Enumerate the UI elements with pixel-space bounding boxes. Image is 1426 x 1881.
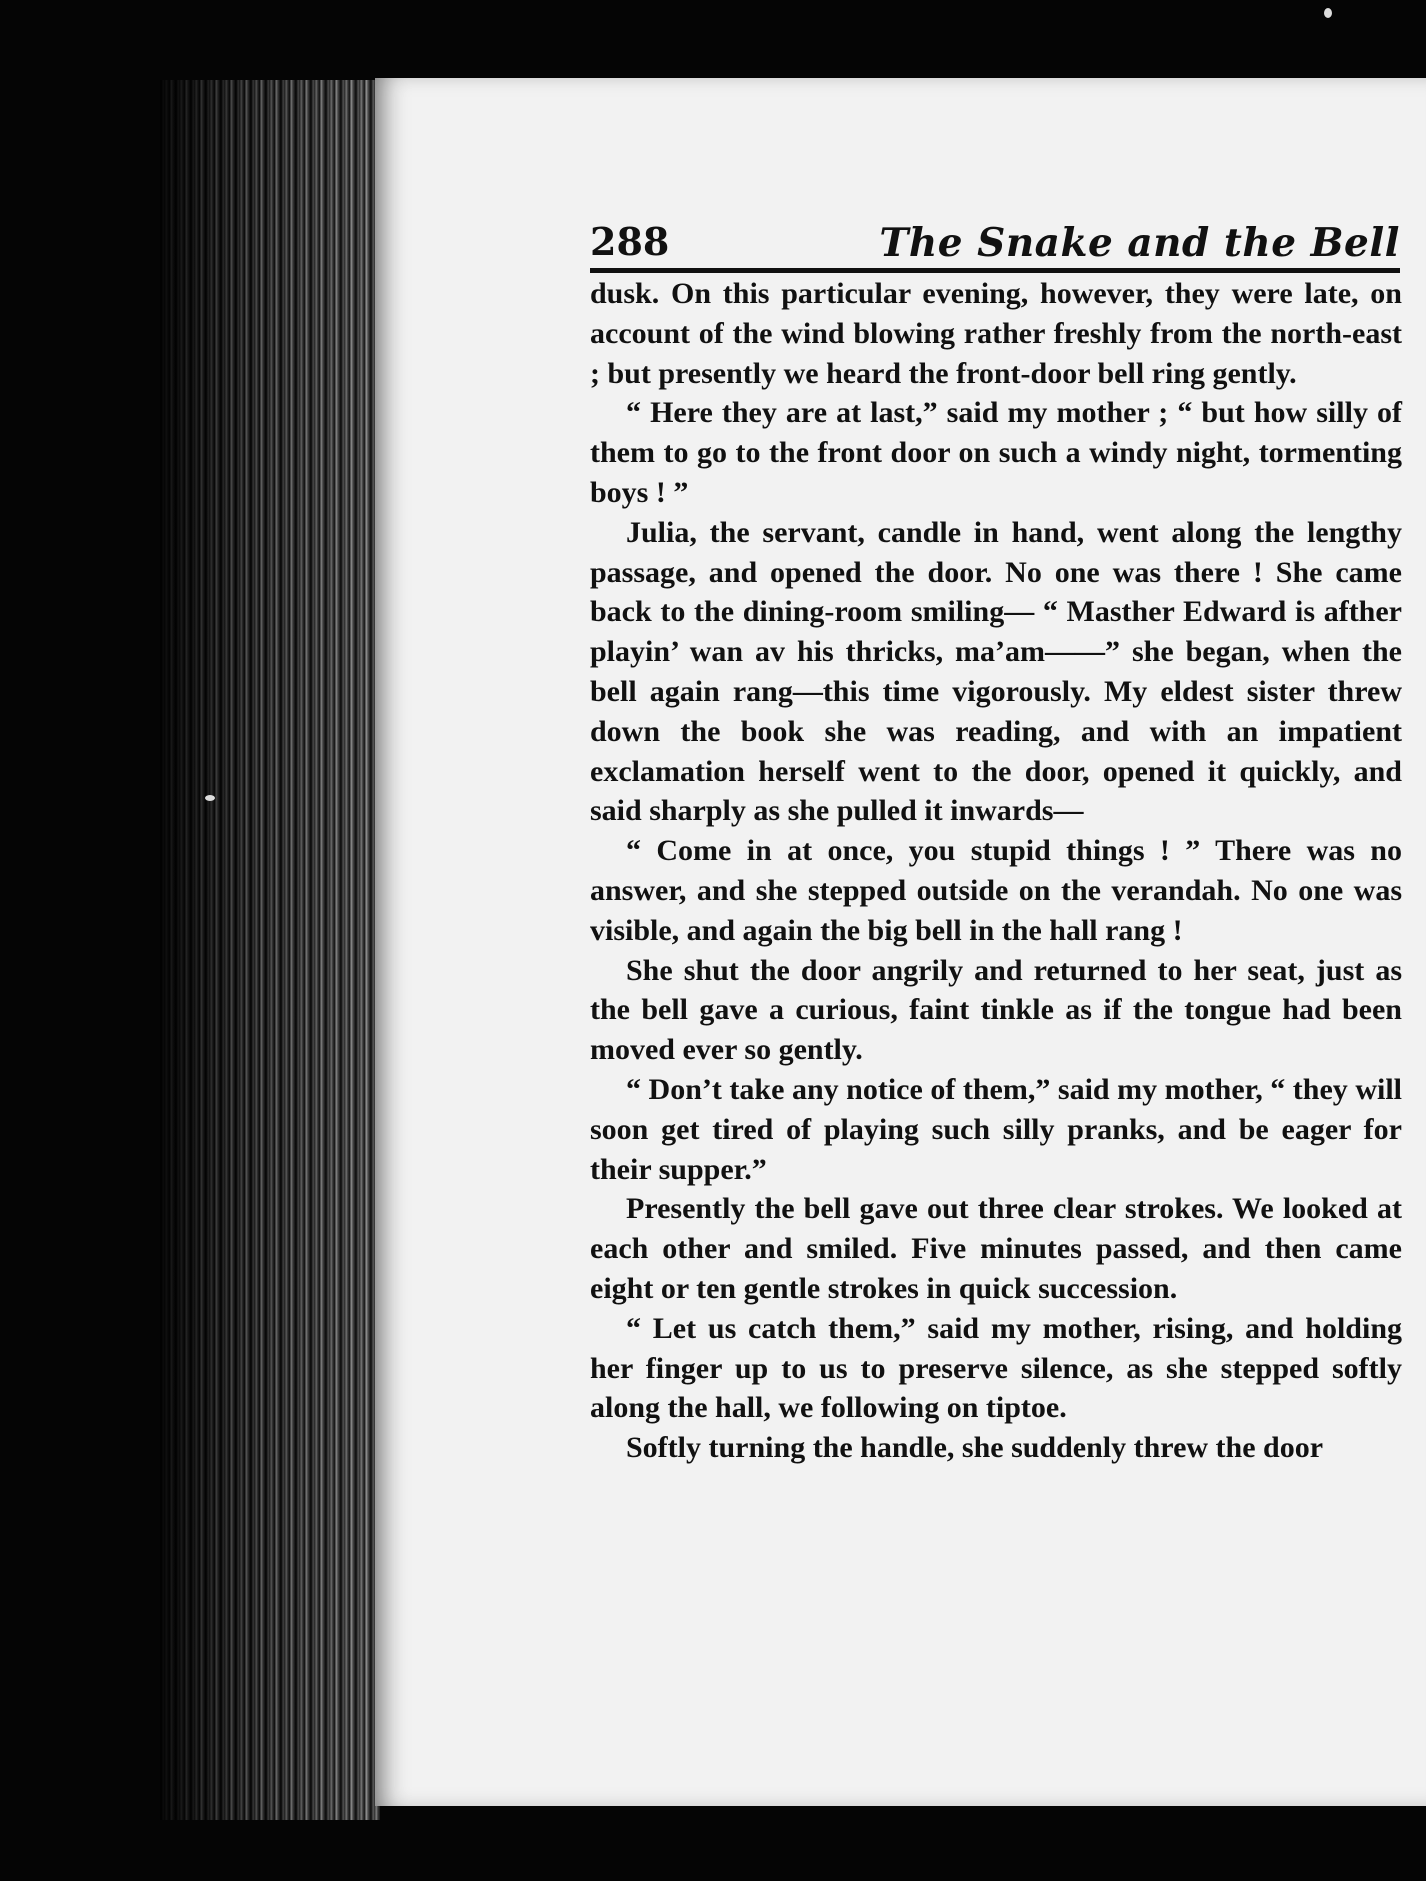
scan-speck bbox=[205, 795, 215, 801]
paragraph: She shut the door angrily and returned to her seat, just as the bell gave a curious, faint tinkle as if the tongue had been moved ever so gently. bbox=[590, 953, 1402, 1067]
paragraph: “ Let us catch them,” said my mother, rising, and holding her finger up to us to preserve silence, as she stepped softly along the hall, we following on tiptoe. bbox=[590, 1311, 1402, 1425]
paragraph: “ Don’t take any notice of them,” said my mother, “ they will soon get tired of playing such silly pranks, and be eager for their supper.” bbox=[590, 1072, 1402, 1186]
paragraph: Julia, the servant, candle in hand, went along the lengthy passage, and opened the door. No one was there ! She came back to the dining-room smiling— “ Masther Edward is afther playin’ wan av his thricks, ma’am——” she began, when the bell again rang—this time vigorously. My eldest sister threw down the book she was reading, and with an impatient exclamation herself went to the door, opened it quickly, and said sharply as she pulled it inwards— bbox=[590, 515, 1402, 828]
book-fore-edge bbox=[160, 80, 380, 1820]
page-header bbox=[590, 208, 1400, 273]
running-head: The Snake and the Bell bbox=[879, 220, 1400, 266]
paragraph: dusk. On this particular evening, however, they were late, on account of the wind blowing rather freshly from the north-east ; but presently we heard the front-door bell ring gently. bbox=[590, 277, 1402, 390]
paragraph: “ Here they are at last,” said my mother ; “ but how silly of them to go to the front door on such a windy night, tormenting boys ! ” bbox=[590, 396, 1402, 509]
paragraph: Presently the bell gave out three clear strokes. We looked at each other and smiled. Five minutes passed, and then came eight or ten gentle strokes in quick succession. bbox=[590, 1192, 1402, 1305]
scan-speck bbox=[1324, 8, 1332, 18]
page-number: 288 bbox=[590, 219, 670, 264]
body-text bbox=[590, 274, 1402, 1468]
paragraph: Softly turning the handle, she suddenly threw the door bbox=[626, 1431, 1324, 1465]
paragraph: “ Come in at once, you stupid things ! ” There was no answer, and she stepped outside on the verandah. No one was visible, and again the big bell in the hall rang ! bbox=[590, 834, 1402, 947]
book-page bbox=[375, 78, 1426, 1806]
